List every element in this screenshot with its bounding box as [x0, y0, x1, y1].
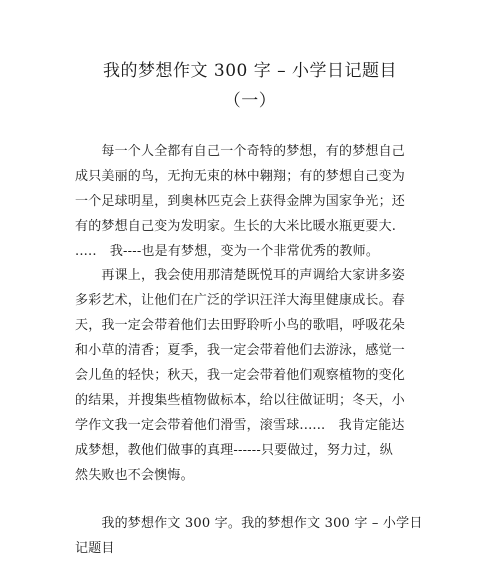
text-line: 记题目: [75, 541, 115, 556]
body-paragraph-1: [75, 139, 425, 264]
text-line: 会儿鱼的轻快；秋天，我一定会带着他们观察植物的变化: [75, 368, 406, 383]
document-subtitle: （一）: [223, 91, 277, 111]
text-line: 每一个人全都有自己一个奇特的梦想，有的梦想自己: [75, 144, 406, 159]
text-line: 学作文我一定会带着他们滑雪，滚雪球...... 我肯定能达: [75, 418, 405, 433]
text-line: 然失败也不会懊悔。: [75, 468, 194, 483]
text-line: ..... 我----也是有梦想，变为一个非常优秀的教师。: [75, 244, 380, 259]
text-line: 成只美丽的鸟，无拘无束的林中翱翔；有的梦想自己变为: [75, 169, 406, 184]
document-title: 我的梦想作文 300 字 – 小学日记题目: [102, 61, 398, 81]
text-line: 的结果，并搜集些植物做标本，给以往做证明；冬天，小: [75, 393, 406, 408]
text-line: 有的梦想自己变为发明家。生长的大米比暖水瓶更要大.: [75, 219, 397, 234]
text-line: 成梦想，教他们做事的真理------只要做过，努力过，纵: [75, 443, 393, 458]
text-line: 天，我一定会带着他们去田野聆听小鸟的歌唱，呼吸花朵: [75, 318, 406, 333]
body-paragraph-2: [75, 263, 425, 488]
text-line: 再课上，我会使用那清楚既悦耳的声调给大家讲多姿: [75, 268, 406, 283]
body-paragraph-3: [75, 511, 425, 561]
text-line: 多彩艺术，让他们在广泛的学识汪洋大海里健康成长。春: [75, 293, 406, 308]
text-line: 我的梦想作文 300 字。我的梦想作文 300 字 – 小学日: [75, 516, 423, 531]
text-line: 和小草的清香；夏季，我一定会带着他们去游泳，感觉一: [75, 343, 406, 358]
text-line: 一个足球明星，到奥林匹克会上获得金牌为国家争光；还: [75, 194, 406, 209]
